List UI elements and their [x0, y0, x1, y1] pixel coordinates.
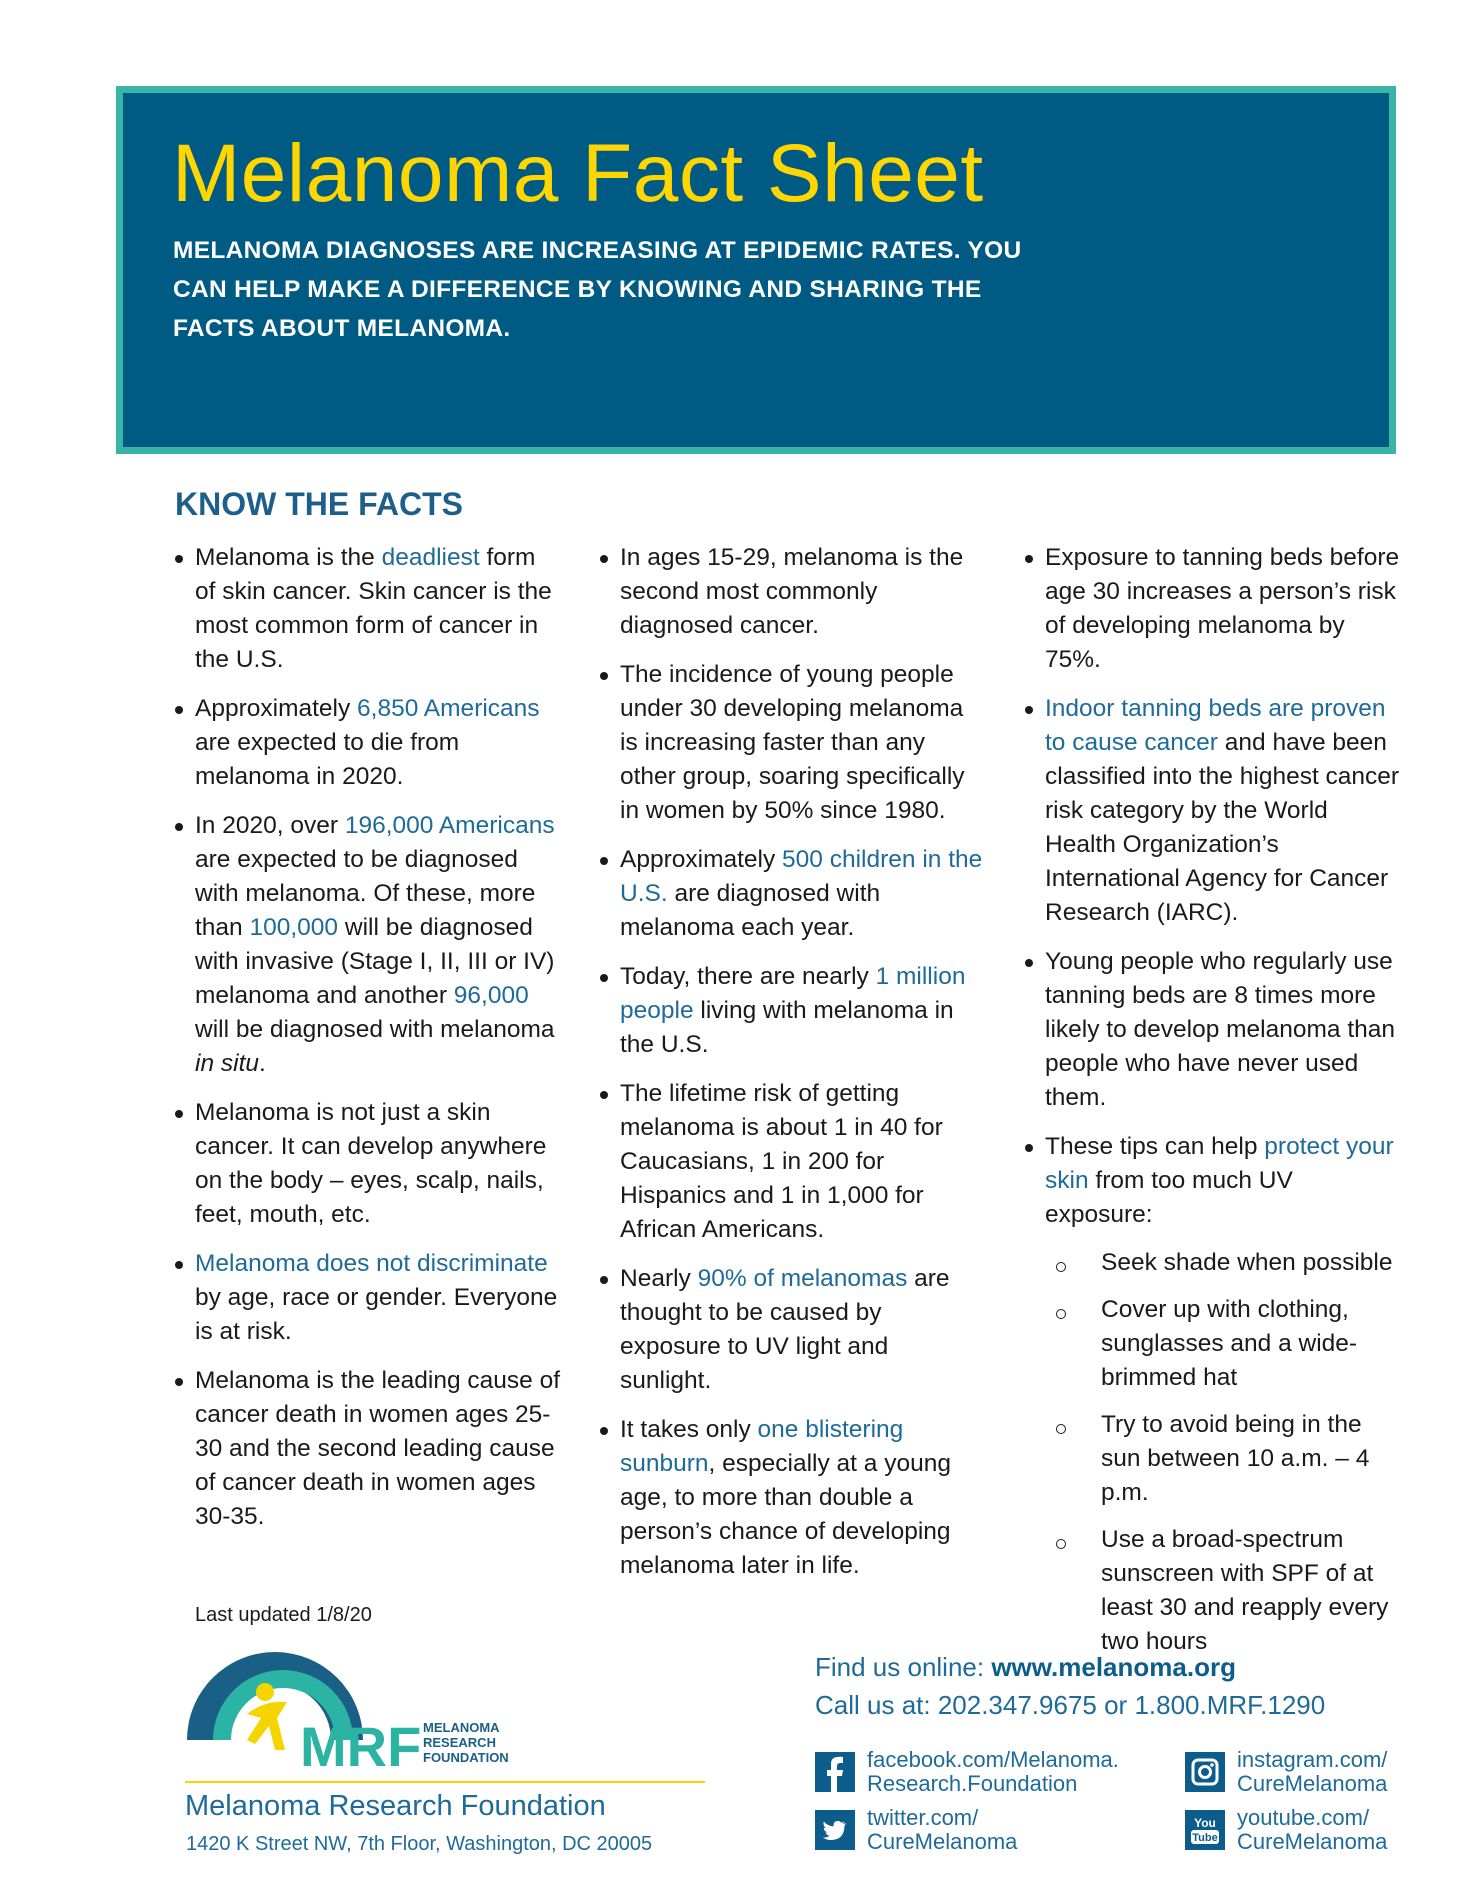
website-link[interactable]: www.melanoma.org	[991, 1652, 1236, 1682]
fact-item: The lifetime risk of getting melanoma is about 1 in 40 for Caucasians, 1 in 200 for Hispanics and 1 in 1,000 for African Americans.	[600, 1077, 985, 1247]
fact-item: These tips can help protect your skin from too much UV exposure: Seek shade when possible Cover up with clothing, sunglasses and a wide-brimmed hat Try to avoid being in the sun between 10 a.m. – 4 p.m. Use a broad-spectrum sunscreen with SPF of at least 30 and reapply every two hours	[1025, 1130, 1400, 1659]
twitter-icon	[815, 1810, 855, 1850]
fact-item: Melanoma is the leading cause of cancer death in women ages 25-30 and the second leading cause of cancer death in women ages 30-35.	[175, 1364, 560, 1534]
page-subtitle: MELANOMA DIAGNOSES ARE INCREASING AT EPIDEMIC RATES. YOU CAN HELP MAKE A DIFFERENCE BY KNOWING AND SHARING THE FACTS ABOUT MELANOMA.	[173, 237, 1022, 342]
facts-column-2	[600, 541, 985, 1598]
fact-item: In 2020, over 196,000 Americans are expected to be diagnosed with melanoma. Of these, more than 100,000 will be diagnosed with invasive (Stage I, II, III or IV) melanoma and another 96,000 will be diagnosed with melanoma in situ.	[175, 809, 560, 1081]
fact-item: Melanoma is the deadliest form of skin cancer. Skin cancer is the most common form of cancer in the U.S.	[175, 541, 560, 677]
fact-item: Melanoma is not just a skin cancer. It can develop anywhere on the body – eyes, scalp, nails, feet, mouth, etc.	[175, 1096, 560, 1232]
twitter-link[interactable]: twitter.com/ CureMelanoma	[815, 1806, 1017, 1854]
svg-text:You: You	[1194, 1816, 1216, 1830]
header-banner	[116, 86, 1396, 454]
fact-item: Today, there are nearly 1 million people living with melanoma in the U.S.	[600, 960, 985, 1062]
fact-item: Exposure to tanning beds before age 30 increases a person’s risk of developing melanoma by 75%.	[1025, 541, 1400, 677]
org-address: 1420 K Street NW, 7th Floor, Washington, DC 20005	[186, 1833, 653, 1855]
fact-item: Approximately 6,850 Americans are expected to die from melanoma in 2020.	[175, 692, 560, 794]
page-title: Melanoma Fact Sheet	[172, 128, 984, 219]
fact-item: It takes only one blistering sunburn, especially at a young age, to more than double a person’s chance of developing melanoma later in life.	[600, 1413, 985, 1583]
tip-item: Seek shade when possible	[1045, 1246, 1400, 1280]
tip-item: Try to avoid being in the sun between 10 a.m. – 4 p.m.	[1045, 1408, 1400, 1510]
tips-list	[1045, 1246, 1400, 1659]
fact-item: In ages 15-29, melanoma is the second most commonly diagnosed cancer.	[600, 541, 985, 643]
svg-text:Tube: Tube	[1192, 1832, 1218, 1844]
svg-text:MELANOMA: MELANOMA	[423, 1720, 500, 1735]
org-name: Melanoma Research Foundation	[185, 1790, 606, 1822]
call-us: Call us at: 202.347.9675 or 1.800.MRF.1290	[815, 1690, 1326, 1720]
facebook-icon	[815, 1752, 855, 1792]
svg-text:MRF: MRF	[300, 1715, 422, 1778]
fact-item: Melanoma does not discriminate by age, race or gender. Everyone is at risk.	[175, 1247, 560, 1349]
section-title: KNOW THE FACTS	[175, 486, 463, 522]
facts-column-1	[175, 541, 560, 1549]
fact-item: Young people who regularly use tanning beds are 8 times more likely to develop melanoma than people who have never used them.	[1025, 945, 1400, 1115]
find-us-online: Find us online: www.melanoma.org	[815, 1652, 1236, 1682]
instagram-link[interactable]: instagram.com/ CureMelanoma	[1185, 1748, 1387, 1796]
svg-text:FOUNDATION: FOUNDATION	[423, 1750, 509, 1765]
youtube-icon	[1185, 1810, 1225, 1850]
last-updated: Last updated 1/8/20	[195, 1604, 372, 1626]
fact-item: The incidence of young people under 30 developing melanoma is increasing faster than any other group, soaring specifically in women by 50% since 1980.	[600, 658, 985, 828]
fact-item: Nearly 90% of melanomas are thought to be caused by exposure to UV light and sunlight.	[600, 1262, 985, 1398]
fact-item: Approximately 500 children in the U.S. are diagnosed with melanoma each year.	[600, 843, 985, 945]
instagram-icon	[1185, 1752, 1225, 1792]
tip-item: Use a broad-spectrum sunscreen with SPF of at least 30 and reapply every two hours	[1045, 1523, 1400, 1659]
youtube-link[interactable]: You Tube youtube.com/ CureMelanoma	[1185, 1806, 1387, 1854]
facebook-link[interactable]: facebook.com/Melanoma. Research.Foundation	[815, 1748, 1119, 1796]
fact-item: Indoor tanning beds are proven to cause cancer and have been classified into the highest cancer risk category by the World Health Organization’s International Agency for Cancer Research (IARC).	[1025, 692, 1400, 930]
svg-text:RESEARCH: RESEARCH	[423, 1735, 496, 1750]
mrf-logo-icon	[185, 1648, 705, 1778]
tip-item: Cover up with clothing, sunglasses and a wide-brimmed hat	[1045, 1293, 1400, 1395]
facts-column-3	[1025, 541, 1400, 1674]
divider	[185, 1781, 705, 1783]
